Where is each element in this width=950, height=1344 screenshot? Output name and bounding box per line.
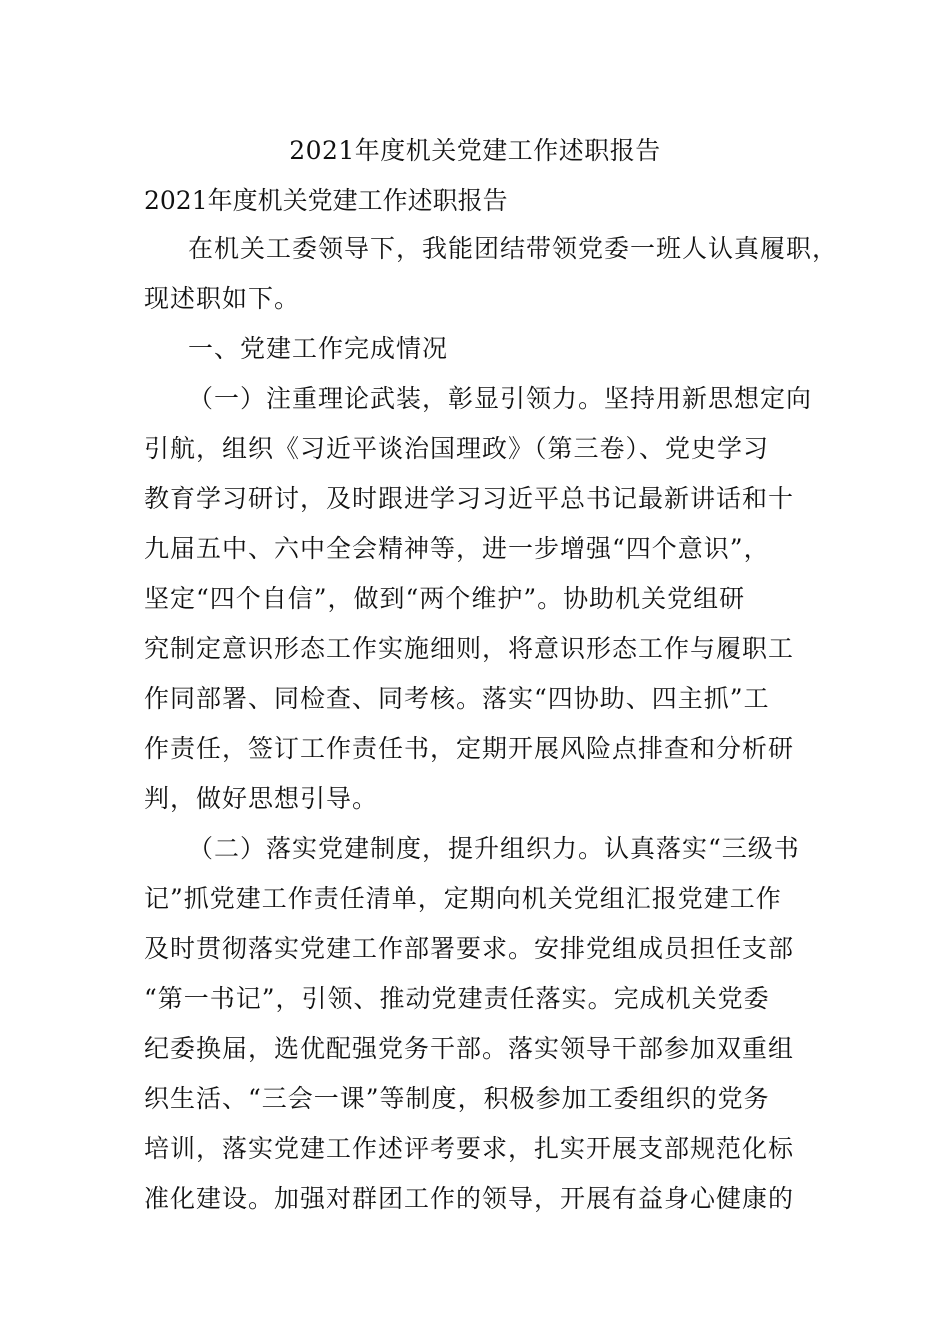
paragraph-line: 纪委换届，选优配强党务干部。落实领导干部参加双重组 (144, 1034, 795, 1063)
paragraph-line: 九届五中、六中全会精神等，进一步增强“四个意识”， (144, 534, 770, 563)
paragraph-line: 作责任，签订工作责任书，定期开展风险点排查和分析研 (144, 734, 795, 763)
document-title: 2021年度机关党建工作述职报告 (289, 136, 661, 165)
paragraph-line: （一）注重理论武装，彰显引领力。坚持用新思想定向 (188, 384, 813, 413)
paragraph-line: 判，做好思想引导。 (144, 784, 379, 813)
section-heading: 一、党建工作完成情况 (188, 334, 449, 363)
paragraph-line: 织生活、“三会一课”等制度，积极参加工委组织的党务 (144, 1084, 770, 1113)
paragraph-line: 教育学习研讨，及时跟进学习习近平总书记最新讲话和十 (144, 484, 795, 513)
paragraph-line: “第一书记”，引领、推动党建责任落实。完成机关党委 (144, 984, 770, 1013)
paragraph-line: 及时贯彻落实党建工作部署要求。安排党组成员担任支部 (144, 934, 795, 963)
paragraph-line: 记”抓党建工作责任清单，定期向机关党组汇报党建工作 (144, 884, 782, 913)
paragraph-line: 究制定意识形态工作实施细则，将意识形态工作与履职工 (144, 634, 795, 663)
paragraph-line: 现述职如下。 (144, 284, 301, 313)
paragraph-line: 在机关工委领导下，我能团结带领党委一班人认真履职， (188, 234, 839, 263)
document-subtitle: 2021年度机关党建工作述职报告 (144, 186, 508, 215)
paragraph-line: 培训，落实党建工作述评考要求，扎实开展支部规范化标 (144, 1134, 795, 1163)
paragraph-line: 坚定“四个自信”，做到“两个维护”。协助机关党组研 (144, 584, 746, 613)
paragraph-line: 准化建设。加强对群团工作的领导，开展有益身心健康的 (144, 1184, 795, 1213)
paragraph-line: 引航，组织《习近平谈治国理政》（第三卷）、党史学习 (144, 434, 770, 463)
paragraph-line: 作同部署、同检查、同考核。落实“四协助、四主抓”工 (144, 684, 770, 713)
paragraph-line: （二）落实党建制度，提升组织力。认真落实“三级书 (188, 834, 800, 863)
